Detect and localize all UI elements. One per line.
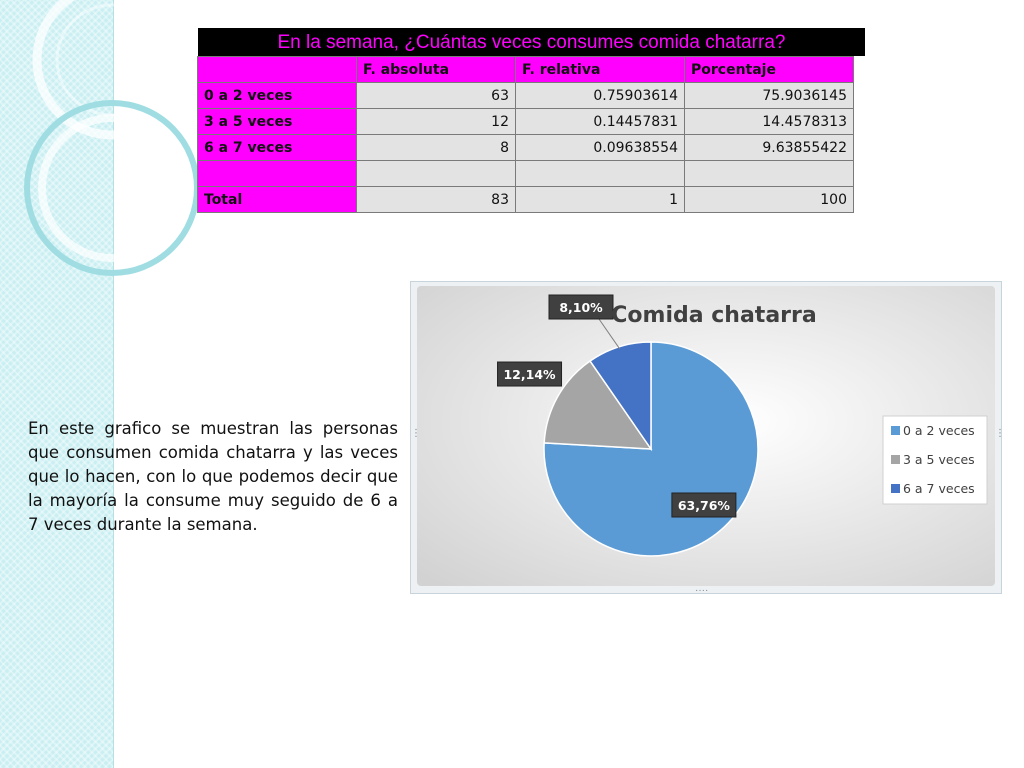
data-label-text: 8,10% bbox=[559, 300, 603, 315]
legend-label-3: 6 a 7 veces bbox=[903, 481, 975, 496]
row-label: Total bbox=[198, 187, 357, 213]
frequency-table bbox=[197, 56, 854, 213]
resize-handle: ⋮ bbox=[995, 428, 1005, 439]
data-label-3 bbox=[549, 295, 613, 319]
chart-description: En este grafico se muestran las personas que consumen comida chatarra y las veces que lo hacen, con lo que podemos decir que la mayoría la consume muy seguido de 6 a 7 veces durante la semana. bbox=[28, 418, 398, 534]
decorative-side-strip bbox=[0, 0, 114, 768]
table-row-total bbox=[198, 187, 854, 213]
decorative-rings bbox=[0, 0, 113, 768]
data-label-text: 63,76% bbox=[677, 497, 730, 513]
legend-label-1: 0 a 2 veces bbox=[903, 423, 975, 438]
column-header: F. absoluta bbox=[357, 57, 516, 83]
cell-absoluta: 83 bbox=[357, 187, 516, 213]
row-label bbox=[198, 161, 357, 187]
legend-swatch-2 bbox=[891, 455, 900, 464]
legend-label-2: 3 a 5 veces bbox=[903, 452, 975, 467]
legend-swatch-3 bbox=[891, 484, 900, 493]
row-label: 3 a 5 veces bbox=[198, 109, 357, 135]
cell-relativa: 0.09638554 bbox=[516, 135, 685, 161]
cell-absoluta bbox=[357, 161, 516, 187]
row-label: 6 a 7 veces bbox=[198, 135, 357, 161]
column-header: F. relativa bbox=[516, 57, 685, 83]
row-label: 0 a 2 veces bbox=[198, 83, 357, 109]
decorative-ring bbox=[57, 5, 167, 115]
chart-container[interactable] bbox=[410, 281, 1005, 596]
cell-relativa: 1 bbox=[516, 187, 685, 213]
cell-porcentaje: 75.9036145 bbox=[685, 83, 854, 109]
table-header-row bbox=[198, 57, 854, 83]
column-header bbox=[198, 57, 357, 83]
column-header: Porcentaje bbox=[685, 57, 854, 83]
cell-absoluta: 8 bbox=[357, 135, 516, 161]
data-label-2 bbox=[498, 362, 562, 386]
pie-chart bbox=[411, 282, 1005, 596]
table-row-empty bbox=[198, 161, 854, 187]
table-row bbox=[198, 135, 854, 161]
data-label-text: 12,14% bbox=[503, 367, 556, 383]
cell-porcentaje bbox=[685, 161, 854, 187]
cell-absoluta: 12 bbox=[357, 109, 516, 135]
resize-handle: ⋮ bbox=[411, 428, 421, 439]
data-label-1 bbox=[672, 493, 736, 517]
cell-porcentaje: 9.63855422 bbox=[685, 135, 854, 161]
table-row bbox=[198, 109, 854, 135]
decorative-ring bbox=[27, 103, 197, 273]
table-title: En la semana, ¿Cuántas veces consumes comida chatarra? bbox=[198, 28, 865, 56]
table-row bbox=[198, 83, 854, 109]
resize-handle: ···· bbox=[695, 585, 709, 596]
cell-porcentaje: 14.4578313 bbox=[685, 109, 854, 135]
chart-title: Comida chatarra bbox=[611, 303, 817, 328]
cell-relativa bbox=[516, 161, 685, 187]
cell-relativa: 0.75903614 bbox=[516, 83, 685, 109]
cell-relativa: 0.14457831 bbox=[516, 109, 685, 135]
cell-absoluta: 63 bbox=[357, 83, 516, 109]
cell-porcentaje: 100 bbox=[685, 187, 854, 213]
legend-swatch-1 bbox=[891, 426, 900, 435]
